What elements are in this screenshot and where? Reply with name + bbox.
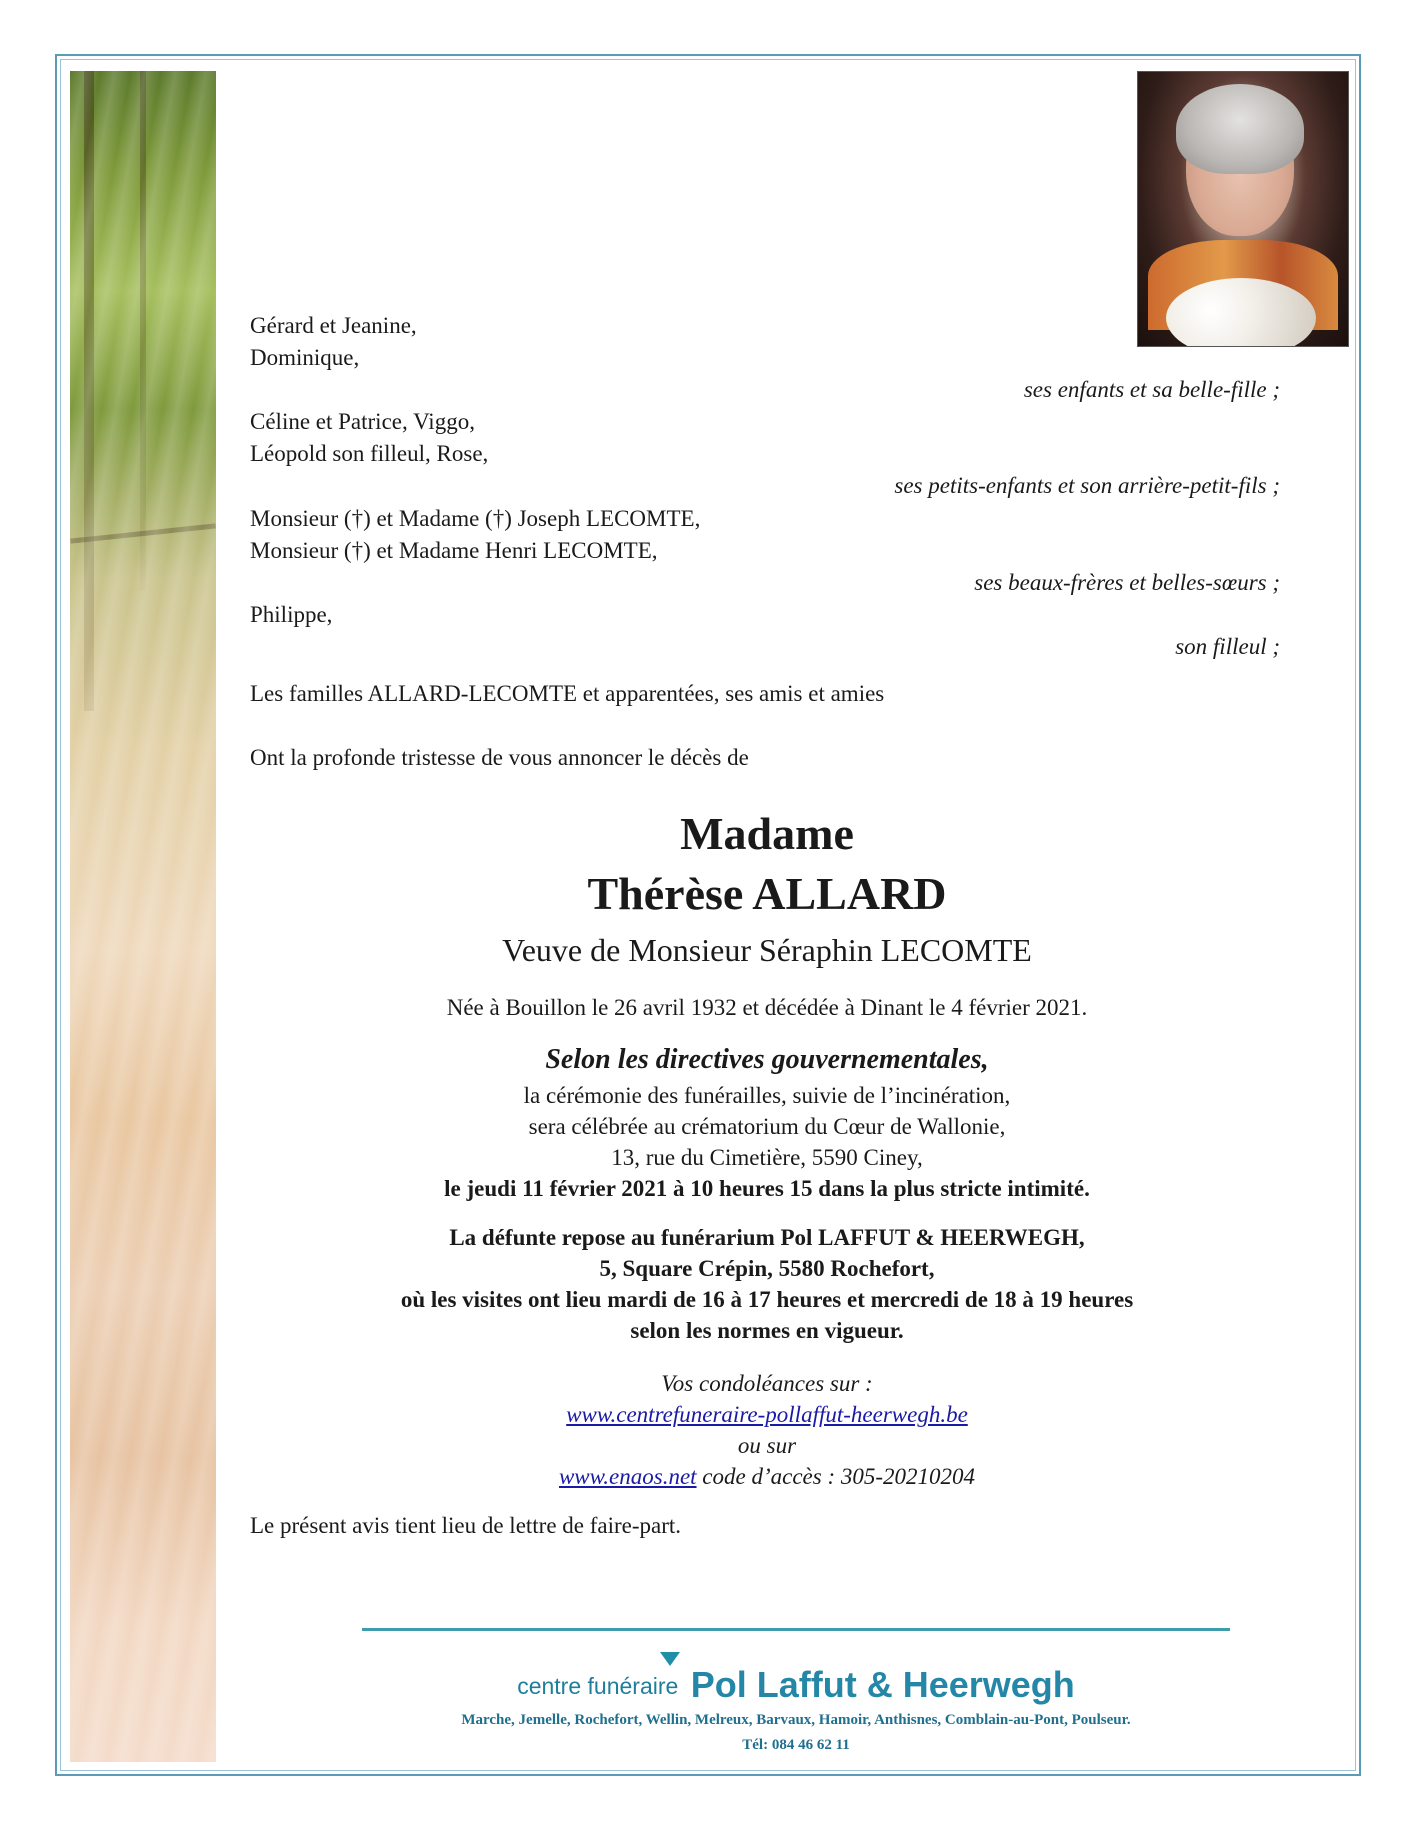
condolences-or: ou sur (737, 1433, 797, 1458)
family-role-in-laws: ses beaux-frères et belles-sœurs ; (974, 570, 1280, 595)
deceased-dates: Née à Bouillon le 26 avril 1932 et décédée à Dinant le 4 février 2021. (446, 995, 1088, 1020)
forest-path-sidebar-image (70, 71, 216, 1762)
deceased-name: Thérèse ALLARD (587, 868, 947, 919)
sun-rays (70, 71, 216, 1762)
ceremony-line-3: 13, rue du Cimetière, 5590 Ciney, (611, 1145, 923, 1170)
rest-line-1: La défunte repose au funérarium Pol LAFFUT & HEERWEGH, (449, 1225, 1085, 1250)
family-line-5: Monsieur (†) et Madame (†) Joseph LECOMTE, (250, 506, 701, 531)
logo-prefix: centre funéraire (517, 1673, 679, 1699)
family-role-godson: son filleul ; (1175, 634, 1280, 659)
family-line-3: Céline et Patrice, Viggo, (250, 409, 475, 434)
logo-brand-name: Pol Laffut & Heerwegh (690, 1664, 1075, 1705)
family-line-1: Gérard et Jeanine, (250, 313, 417, 338)
family-line-2: Dominique, (250, 345, 360, 370)
enaos-link[interactable]: www.enaos.net (558, 1464, 697, 1489)
ceremony-heading: Selon les directives gouvernementales, (545, 1044, 989, 1075)
family-line-6: Monsieur (†) et Madame Henri LECOMTE, (250, 538, 658, 563)
families-line: Les familles ALLARD-LECOMTE et apparentées, ses amis et amies (250, 681, 885, 706)
access-code: code d’accès : 305-20210204 (702, 1464, 976, 1489)
deceased-portrait-photo (1137, 71, 1349, 347)
closing-note: Le présent avis tient lieu de lettre de faire-part. (250, 1513, 682, 1538)
footer-phone: Tél: 084 46 62 11 (742, 1737, 850, 1753)
family-role-grandchildren: ses petits-enfants et son arrière-petit-fils ; (894, 473, 1280, 498)
footer-divider (362, 1628, 1230, 1631)
condolences-link-row-2 (250, 1461, 1284, 1493)
funeral-home-logo (362, 1664, 1230, 1706)
rest-line-4: selon les normes en vigueur. (630, 1318, 904, 1343)
portrait-hair (1176, 84, 1304, 174)
family-line-4: Léopold son filleul, Rose, (250, 441, 489, 466)
ceremony-date-line: le jeudi 11 février 2021 à 10 heures 15 dans la plus stricte intimité. (444, 1176, 1090, 1201)
family-line-7: Philippe, (250, 602, 333, 627)
rest-line-2: 5, Square Crépin, 5580 Rochefort, (599, 1256, 935, 1281)
family-role-children: ses enfants et sa belle-fille ; (1023, 377, 1280, 402)
announce-line: Ont la profonde tristesse de vous annoncer le décès de (250, 745, 749, 770)
condolences-link-row-1 (250, 1399, 1284, 1431)
deceased-title: Madame (680, 808, 854, 859)
rest-line-3: où les visites ont lieu mardi de 16 à 17 heures et mercredi de 18 à 19 heures (400, 1287, 1134, 1312)
condolences-website-link[interactable]: www.centrefuneraire-pollaffut-heerwegh.be (566, 1402, 968, 1427)
footer-towns: Marche, Jemelle, Rochefort, Wellin, Melreux, Barvaux, Hamoir, Anthisnes, Comblain-au-Pont, Poulseur. (461, 1712, 1131, 1728)
deceased-widow-of: Veuve de Monsieur Séraphin LECOMTE (502, 932, 1032, 968)
condolences-intro: Vos condoléances sur : (661, 1371, 873, 1396)
ceremony-line-1: la cérémonie des funérailles, suivie de l’incinération, (523, 1083, 1011, 1108)
ceremony-line-2: sera célébrée au crématorium du Cœur de Wallonie, (528, 1114, 1006, 1139)
